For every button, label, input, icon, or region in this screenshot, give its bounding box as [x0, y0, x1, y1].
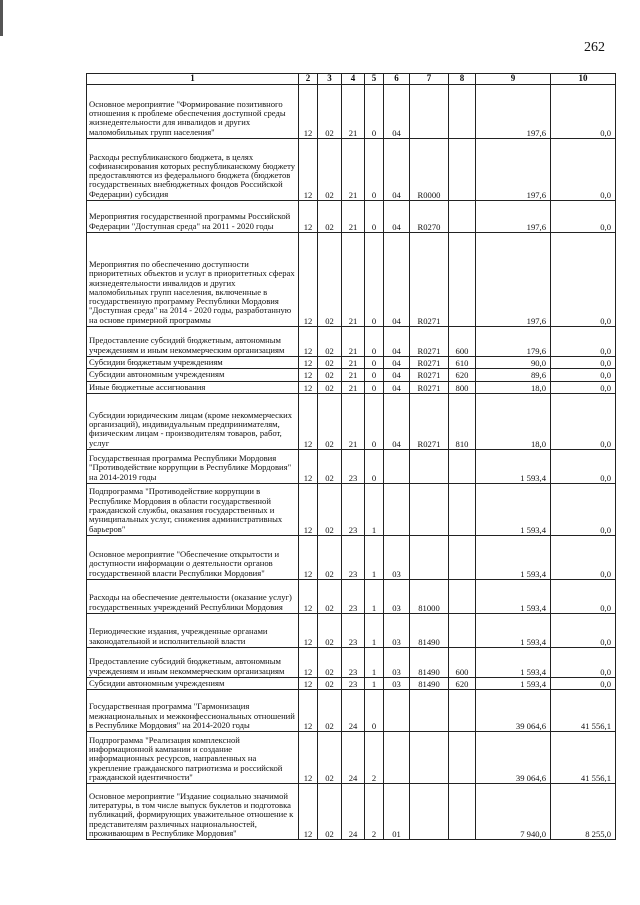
row-name-cell: Основное мероприятие "Формирование позитивного отношения к проблеме обеспечения доступной среды жизнедеятельности для инвалидов и других маломобильных групп населения" [87, 85, 299, 139]
row-value-cell: 02 [318, 381, 342, 393]
row-value-cell: 02 [318, 233, 342, 327]
row-name-cell: Периодические издания, учрежденные органами законодательной и исполнительной власти [87, 613, 299, 647]
row-value-cell: 0,0 [551, 201, 616, 233]
row-value-cell: 1 593,4 [476, 535, 551, 579]
row-value-cell: 12 [299, 732, 318, 784]
row-value-cell: 24 [342, 732, 365, 784]
row-value-cell: 03 [384, 677, 410, 689]
row-value-cell: 81490 [410, 647, 449, 677]
row-value-cell: 0 [365, 357, 384, 369]
row-value-cell: 03 [384, 647, 410, 677]
row-value-cell: 21 [342, 201, 365, 233]
row-value-cell: 197,6 [476, 201, 551, 233]
row-value-cell: 21 [342, 139, 365, 201]
row-value-cell: 24 [342, 690, 365, 732]
row-value-cell: 39 064,6 [476, 690, 551, 732]
table-row [87, 449, 616, 483]
row-value-cell: 23 [342, 483, 365, 535]
row-value-cell [449, 535, 476, 579]
row-value-cell: 0,0 [551, 357, 616, 369]
column-header: 10 [551, 74, 616, 85]
row-name-cell: Расходы на обеспечение деятельности (оказание услуг) государственных учреждений Республики Мордовия [87, 579, 299, 613]
row-value-cell: 21 [342, 233, 365, 327]
column-header: 7 [410, 74, 449, 85]
column-header: 4 [342, 74, 365, 85]
row-value-cell: 81000 [410, 579, 449, 613]
row-value-cell: R0000 [410, 139, 449, 201]
row-name-cell: Субсидии автономным учреждениям [87, 369, 299, 381]
table-row [87, 483, 616, 535]
row-value-cell: 02 [318, 449, 342, 483]
row-value-cell: 1 [365, 677, 384, 689]
row-value-cell: 21 [342, 357, 365, 369]
row-value-cell: 12 [299, 784, 318, 840]
table-body [87, 85, 616, 840]
row-value-cell: 0 [365, 369, 384, 381]
row-value-cell: 1 593,4 [476, 613, 551, 647]
row-value-cell: 04 [384, 201, 410, 233]
table-row [87, 85, 616, 139]
row-value-cell [449, 449, 476, 483]
row-value-cell [449, 85, 476, 139]
row-value-cell: 12 [299, 369, 318, 381]
row-value-cell: 0 [365, 139, 384, 201]
row-value-cell: 21 [342, 327, 365, 357]
row-value-cell: R0271 [410, 327, 449, 357]
row-value-cell: 12 [299, 393, 318, 449]
row-value-cell: 89,6 [476, 369, 551, 381]
row-name-cell: Субсидии юридическим лицам (кроме некоммерческих организаций), индивидуальным предпринимателям, физическим лицам - производителям товаров, работ, услуг [87, 393, 299, 449]
row-value-cell: 04 [384, 393, 410, 449]
row-value-cell: 90,0 [476, 357, 551, 369]
row-value-cell [410, 690, 449, 732]
row-value-cell: 23 [342, 677, 365, 689]
row-value-cell [410, 449, 449, 483]
row-value-cell: 620 [449, 677, 476, 689]
row-value-cell: 81490 [410, 677, 449, 689]
row-value-cell: 04 [384, 369, 410, 381]
row-value-cell: 04 [384, 139, 410, 201]
row-value-cell [449, 613, 476, 647]
row-value-cell: 0,0 [551, 233, 616, 327]
row-value-cell: 1 [365, 579, 384, 613]
row-value-cell: 12 [299, 327, 318, 357]
column-header: 1 [87, 74, 299, 85]
row-value-cell: 197,6 [476, 233, 551, 327]
row-value-cell [384, 690, 410, 732]
table-row [87, 647, 616, 677]
row-value-cell: 197,6 [476, 85, 551, 139]
row-value-cell: 1 [365, 535, 384, 579]
table-row [87, 139, 616, 201]
row-value-cell: 39 064,6 [476, 732, 551, 784]
row-value-cell [410, 483, 449, 535]
table-row [87, 690, 616, 732]
table-row [87, 233, 616, 327]
row-value-cell: 620 [449, 369, 476, 381]
row-value-cell: 02 [318, 327, 342, 357]
column-header: 2 [299, 74, 318, 85]
table-row [87, 369, 616, 381]
row-value-cell: 0,0 [551, 647, 616, 677]
row-value-cell: 2 [365, 784, 384, 840]
row-value-cell: 0 [365, 201, 384, 233]
row-value-cell: 23 [342, 579, 365, 613]
row-name-cell: Мероприятия по обеспечению доступности приоритетных объектов и услуг в приоритетных сферах жизнедеятельности инвалидов и других маломобильных групп населения, включенные в государственную программу Республики Мордовия "Доступная среда" на 2014 - 2020 годы, разработанную на основе примерной программы [87, 233, 299, 327]
row-value-cell: 01 [384, 784, 410, 840]
row-value-cell: 12 [299, 677, 318, 689]
row-value-cell: 02 [318, 357, 342, 369]
table-row [87, 201, 616, 233]
row-value-cell: 12 [299, 613, 318, 647]
row-value-cell: 23 [342, 449, 365, 483]
row-value-cell: 02 [318, 201, 342, 233]
row-value-cell: 02 [318, 139, 342, 201]
row-value-cell [410, 85, 449, 139]
row-value-cell: 12 [299, 449, 318, 483]
row-value-cell: 02 [318, 369, 342, 381]
column-header: 8 [449, 74, 476, 85]
row-value-cell: 810 [449, 393, 476, 449]
row-value-cell: 12 [299, 381, 318, 393]
row-name-cell: Предоставление субсидий бюджетным, автономным учреждениям и иным некоммерческим организациям [87, 647, 299, 677]
row-value-cell: 21 [342, 85, 365, 139]
scan-edge-mark [0, 0, 3, 36]
page-number: 262 [584, 40, 605, 55]
row-value-cell: 0 [365, 449, 384, 483]
row-value-cell: 02 [318, 647, 342, 677]
row-value-cell: 0 [365, 690, 384, 732]
row-value-cell [449, 784, 476, 840]
row-name-cell: Мероприятия государственной программы Российской Федерации "Доступная среда" на 2011 - 2020 годы [87, 201, 299, 233]
row-value-cell: 03 [384, 613, 410, 647]
row-value-cell: 12 [299, 85, 318, 139]
row-value-cell: 41 556,1 [551, 690, 616, 732]
column-header: 9 [476, 74, 551, 85]
row-name-cell: Субсидии автономным учреждениям [87, 677, 299, 689]
row-value-cell: 18,0 [476, 393, 551, 449]
row-value-cell: R0270 [410, 201, 449, 233]
row-name-cell: Основное мероприятие "Издание социально значимой литературы, в том числе выпуск буклетов и подготовка публикаций, формирующих уважительное отношение к представителям различных национальностей, проживающим в Республике Мордовия" [87, 784, 299, 840]
row-name-cell: Расходы республиканского бюджета, в целях софинансирования которых республиканскому бюджету предоставляются из федерального бюджета (бюджетов государственных внебюджетных фондов Российской Федерации) субсидия [87, 139, 299, 201]
budget-table [86, 73, 616, 840]
row-value-cell [449, 233, 476, 327]
row-value-cell: 12 [299, 483, 318, 535]
row-value-cell [410, 732, 449, 784]
column-header: 3 [318, 74, 342, 85]
table-row [87, 784, 616, 840]
row-value-cell: 0,0 [551, 381, 616, 393]
row-value-cell: 600 [449, 327, 476, 357]
row-name-cell: Иные бюджетные ассигнования [87, 381, 299, 393]
row-value-cell: 1 [365, 483, 384, 535]
header-row [87, 74, 616, 85]
table-row [87, 381, 616, 393]
row-value-cell: 12 [299, 535, 318, 579]
row-value-cell: 12 [299, 690, 318, 732]
row-value-cell: 1 [365, 613, 384, 647]
row-value-cell: 0,0 [551, 677, 616, 689]
row-value-cell: 0,0 [551, 449, 616, 483]
row-value-cell: 12 [299, 579, 318, 613]
row-value-cell: 04 [384, 381, 410, 393]
row-value-cell: 0,0 [551, 139, 616, 201]
row-name-cell: Государственная программа Республики Мордовия "Противодействие коррупции в Республике Мордовия" на 2014-2019 годы [87, 449, 299, 483]
table-row [87, 613, 616, 647]
row-value-cell: 81490 [410, 613, 449, 647]
column-header: 6 [384, 74, 410, 85]
row-value-cell [449, 483, 476, 535]
row-value-cell: 24 [342, 784, 365, 840]
row-value-cell: 1 593,4 [476, 647, 551, 677]
row-value-cell: R0271 [410, 381, 449, 393]
table-row [87, 579, 616, 613]
row-value-cell: 21 [342, 393, 365, 449]
row-value-cell: 04 [384, 233, 410, 327]
row-value-cell: 1 593,4 [476, 483, 551, 535]
row-value-cell [384, 732, 410, 784]
row-value-cell: 02 [318, 393, 342, 449]
row-value-cell: 600 [449, 647, 476, 677]
table-row [87, 732, 616, 784]
row-value-cell: 0 [365, 381, 384, 393]
row-name-cell: Субсидии бюджетным учреждениям [87, 357, 299, 369]
row-value-cell: 02 [318, 690, 342, 732]
row-value-cell [410, 784, 449, 840]
row-value-cell: 04 [384, 357, 410, 369]
row-value-cell: 0,0 [551, 579, 616, 613]
column-header: 5 [365, 74, 384, 85]
row-value-cell: R0271 [410, 369, 449, 381]
row-value-cell [449, 690, 476, 732]
row-value-cell: 02 [318, 613, 342, 647]
row-value-cell: 02 [318, 677, 342, 689]
row-value-cell: R0271 [410, 357, 449, 369]
row-value-cell: 12 [299, 201, 318, 233]
table-row [87, 535, 616, 579]
row-name-cell: Основное мероприятие "Обеспечение открытости и доступности информации о деятельности органов государственной власти Республики Мордовия" [87, 535, 299, 579]
row-value-cell: 23 [342, 535, 365, 579]
row-value-cell: 21 [342, 369, 365, 381]
row-value-cell [384, 483, 410, 535]
row-value-cell: 197,6 [476, 139, 551, 201]
row-value-cell: 0,0 [551, 613, 616, 647]
row-value-cell: 8 255,0 [551, 784, 616, 840]
row-value-cell: 0,0 [551, 393, 616, 449]
row-value-cell: 02 [318, 535, 342, 579]
row-value-cell: 0 [365, 393, 384, 449]
table-row [87, 677, 616, 689]
row-value-cell [410, 535, 449, 579]
row-value-cell: 1 [365, 647, 384, 677]
row-value-cell: 1 593,4 [476, 677, 551, 689]
row-name-cell: Государственная программа "Гармонизация межнациональных и межконфессиональных отношений в Республике Мордовия" на 2014-2020 годы [87, 690, 299, 732]
row-value-cell: 02 [318, 579, 342, 613]
row-value-cell: 41 556,1 [551, 732, 616, 784]
row-value-cell: 800 [449, 381, 476, 393]
row-value-cell: 23 [342, 613, 365, 647]
row-name-cell: Предоставление субсидий бюджетным, автономным учреждениям и иным некоммерческим организациям [87, 327, 299, 357]
row-value-cell: 18,0 [476, 381, 551, 393]
row-value-cell: 0 [365, 327, 384, 357]
row-value-cell: 179,6 [476, 327, 551, 357]
row-value-cell: 02 [318, 85, 342, 139]
row-value-cell: 12 [299, 233, 318, 327]
row-value-cell [449, 201, 476, 233]
row-value-cell: 0 [365, 85, 384, 139]
row-value-cell: 12 [299, 139, 318, 201]
row-value-cell: 2 [365, 732, 384, 784]
row-value-cell: 12 [299, 647, 318, 677]
row-value-cell: R0271 [410, 393, 449, 449]
row-value-cell: 0,0 [551, 327, 616, 357]
row-value-cell: 0,0 [551, 535, 616, 579]
row-value-cell: 23 [342, 647, 365, 677]
row-value-cell: R0271 [410, 233, 449, 327]
row-value-cell: 610 [449, 357, 476, 369]
row-value-cell: 21 [342, 381, 365, 393]
row-name-cell: Подпрограмма "Противодействие коррупции в Республике Мордовия в области государственной гражданской службы, оказания государственных и муниципальных услуг, снижения административных барьеров" [87, 483, 299, 535]
table-row [87, 357, 616, 369]
row-value-cell: 04 [384, 327, 410, 357]
row-value-cell: 02 [318, 483, 342, 535]
row-value-cell: 02 [318, 784, 342, 840]
row-value-cell [449, 579, 476, 613]
table-row [87, 393, 616, 449]
row-value-cell: 02 [318, 732, 342, 784]
row-value-cell: 0,0 [551, 369, 616, 381]
row-value-cell [384, 449, 410, 483]
row-value-cell: 0,0 [551, 85, 616, 139]
row-name-cell: Подпрограмма "Реализация комплексной информационной кампании и создание информационных ресурсов, направленных на укрепление гражданского патриотизма и российской гражданской идентичности" [87, 732, 299, 784]
row-value-cell [449, 732, 476, 784]
row-value-cell: 04 [384, 85, 410, 139]
row-value-cell: 1 593,4 [476, 449, 551, 483]
row-value-cell [449, 139, 476, 201]
row-value-cell: 0 [365, 233, 384, 327]
row-value-cell: 03 [384, 535, 410, 579]
row-value-cell: 12 [299, 357, 318, 369]
row-value-cell: 0,0 [551, 483, 616, 535]
row-value-cell: 1 593,4 [476, 579, 551, 613]
table-row [87, 327, 616, 357]
row-value-cell: 03 [384, 579, 410, 613]
row-value-cell: 7 940,0 [476, 784, 551, 840]
